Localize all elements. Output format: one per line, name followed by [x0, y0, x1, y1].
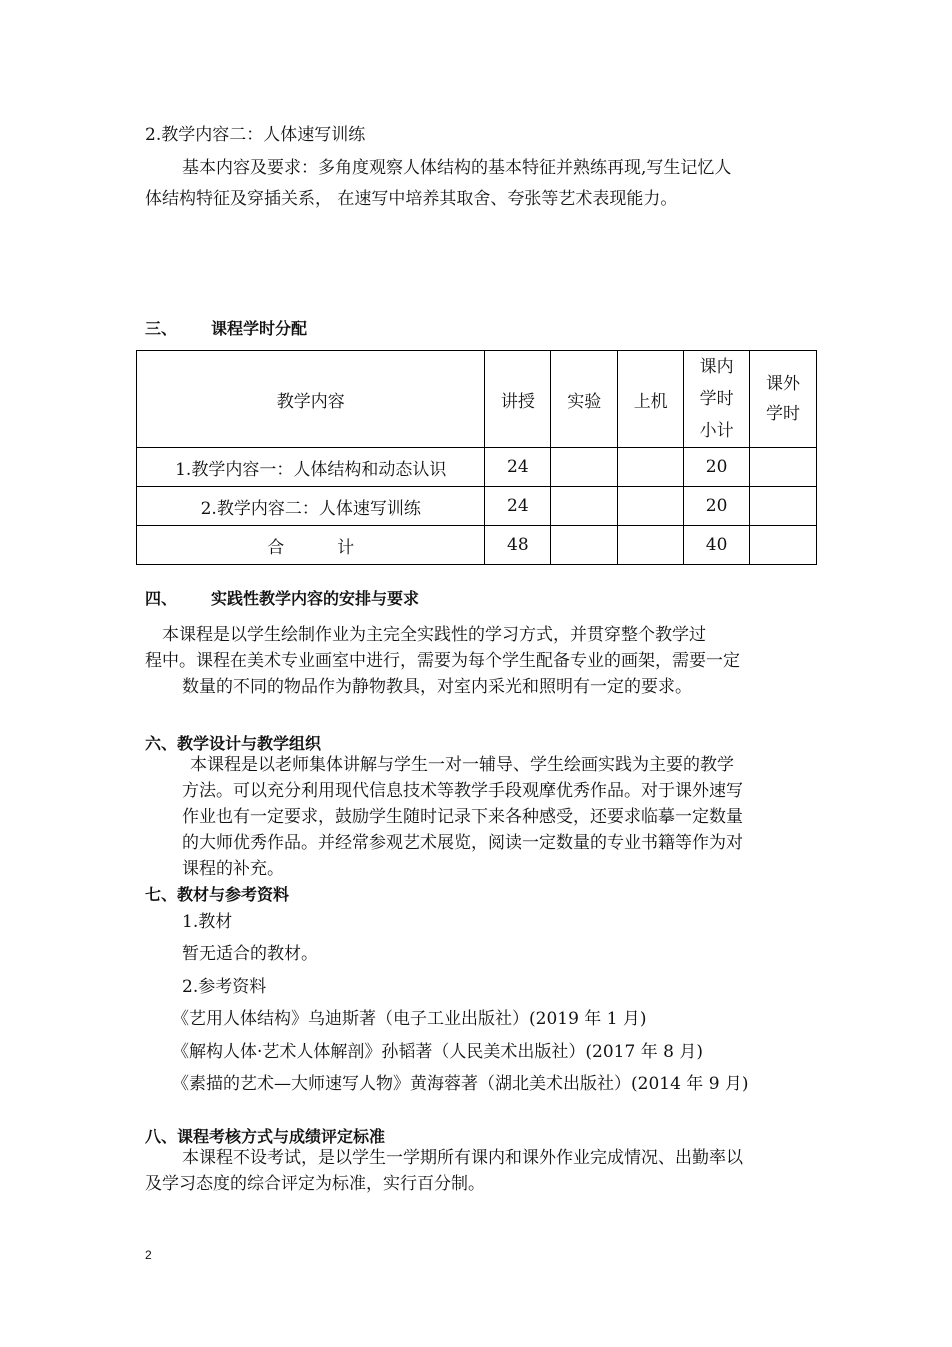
header-computer: 上机 — [618, 351, 684, 448]
hours-table — [136, 350, 817, 565]
header-inclass-line: 学时 — [699, 389, 734, 409]
cell-content: 2.教学内容二：人体速写训练 — [137, 487, 485, 526]
paragraph-line: 本课程是以老师集体讲解与学生一对一辅导、学生绘画实践为主要的教学 — [190, 755, 734, 775]
total-extra — [750, 526, 817, 565]
reference-item: 《艺用人体结构》乌迪斯著（电子工业出版社）(2019 年 1 月) — [172, 1009, 647, 1029]
paragraph-line: 的大师优秀作品。并经常参观艺术展览，阅读一定数量的专业书籍等作为对 — [182, 833, 743, 853]
cell-computer — [618, 448, 684, 487]
paragraph-line: 本课程不设考试，是以学生一学期所有课内和课外作业完成情况、出勤率以 — [182, 1148, 743, 1168]
header-extra — [750, 351, 817, 448]
header-content: 教学内容 — [137, 351, 485, 448]
paragraph-line: 数量的不同的物品作为静物教具，对室内采光和照明有一定的要求。 — [182, 677, 692, 697]
paragraph-line: 程中。课程在美术专业画室中进行，需要为每个学生配备专业的画架，需要一定 — [145, 651, 740, 671]
header-lecture: 讲授 — [485, 351, 551, 448]
section-heading: 课程学时分配 — [211, 319, 308, 338]
header-experiment: 实验 — [551, 351, 618, 448]
section-heading: 七、教材与参考资料 — [145, 885, 290, 904]
section-number: 三、 — [145, 319, 178, 338]
total-experiment — [551, 526, 618, 565]
cell-lecture: 24 — [485, 448, 551, 487]
header-extra-line: 课外 — [766, 374, 801, 394]
header-extra-line: 学时 — [766, 404, 801, 424]
reference-item: 《素描的艺术—大师速写人物》黄海蓉著（湖北美术出版社）(2014 年 9 月) — [172, 1074, 749, 1094]
total-label — [137, 526, 485, 565]
paragraph-line: 课程的补充。 — [182, 859, 284, 879]
section-heading: 八、课程考核方式与成绩评定标准 — [145, 1127, 386, 1146]
cell-computer — [618, 487, 684, 526]
table-row — [137, 487, 817, 526]
cell-lecture: 24 — [485, 487, 551, 526]
paragraph-line: 及学习态度的综合评定为标准，实行百分制。 — [145, 1174, 485, 1194]
total-label-part: 合 — [267, 537, 285, 558]
cell-experiment — [551, 487, 618, 526]
table-total-row — [137, 526, 817, 565]
section-heading: 实践性教学内容的安排与要求 — [211, 589, 420, 608]
total-label-part: 计 — [337, 537, 355, 558]
paragraph-line: 方法。可以充分利用现代信息技术等教学手段观摩优秀作品。对于课外速写 — [182, 781, 743, 801]
reference-item: 《解构人体·艺术人体解剖》孙韬著（人民美术出版社）(2017 年 8 月) — [172, 1042, 703, 1062]
cell-content: 1.教学内容一：人体结构和动态认识 — [137, 448, 485, 487]
section-title-content-2: 2.教学内容二：人体速写训练 — [145, 125, 366, 145]
cell-inclass: 20 — [684, 487, 750, 526]
total-inclass: 40 — [684, 526, 750, 565]
paragraph-line: 本课程是以学生绘制作业为主完全实践性的学习方式，并贯穿整个教学过 — [162, 625, 706, 645]
total-lecture: 48 — [485, 526, 551, 565]
header-inclass-line: 课内 — [699, 357, 734, 377]
textbook-note: 暂无适合的教材。 — [182, 944, 318, 964]
cell-extra — [750, 448, 817, 487]
table-header-row — [137, 351, 817, 448]
total-computer — [618, 526, 684, 565]
cell-experiment — [551, 448, 618, 487]
paragraph-line: 体结构特征及穿插关系， 在速写中培养其取舍、夸张等艺术表现能力。 — [145, 189, 678, 209]
page-number: 2 — [145, 1248, 152, 1262]
subheading-textbook: 1.教材 — [182, 912, 233, 932]
header-inclass — [684, 351, 750, 448]
cell-inclass: 20 — [684, 448, 750, 487]
table-row — [137, 448, 817, 487]
header-inclass-line: 小计 — [699, 421, 734, 441]
section-number: 四、 — [145, 589, 178, 608]
paragraph-line: 作业也有一定要求，鼓励学生随时记录下来各种感受，还要求临摹一定数量 — [182, 807, 743, 827]
subheading-references: 2.参考资料 — [182, 977, 267, 997]
section-heading: 六、教学设计与教学组织 — [145, 734, 322, 753]
paragraph-line: 基本内容及要求：多角度观察人体结构的基本特征并熟练再现,写生记忆人 — [182, 158, 732, 178]
cell-extra — [750, 487, 817, 526]
